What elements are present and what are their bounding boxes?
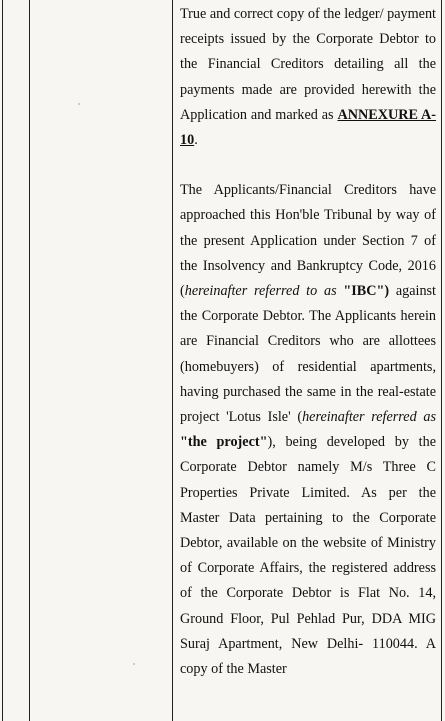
scan-speck <box>78 103 80 105</box>
italic-phrase: hereinafter referred to as <box>184 283 337 300</box>
document-text-column <box>180 2 436 682</box>
table-border-right <box>441 0 442 721</box>
bold-term: "the project" <box>180 434 268 451</box>
paragraph-text: ), being developed by the Corporate Debtor namely M/s Three C Properties Private Limited. As per the Master Data pertaining to the Corporate Debtor, available on the website of Ministry of Corporate Affairs, the registered address of the Corporate Debtor is Flat No. 14, Ground Floor, Pul Pehlad Pur, DDA MIG Suraj Apartment, New Delhi- 110044. A copy of the Master <box>180 434 436 678</box>
paragraph-ledger <box>180 2 436 153</box>
italic-phrase: hereinafter referred as <box>302 409 436 426</box>
bold-term: "IBC") <box>336 283 390 300</box>
paragraph-text: True and correct copy of the ledger/ payment receipts issued by the Corporate Debtor to the Financial Creditors detailing all the payments made are provided herewith the Application and marked as <box>180 6 436 123</box>
paragraph-text: The Applicants/Financial Creditors have approached this Hon'ble Tribunal by way of the present Application under Section 7 of the Insolvency and Bankruptcy Code, 2016 ( <box>180 182 436 300</box>
annexure-reference: ANNEXURE A-10 <box>180 106 437 149</box>
paragraph-gap <box>180 153 436 178</box>
paragraph-text: against the Corporate Debtor. The Applicants herein are Financial Creditors who are allottees (homebuyers) of residential apartments, having purchased the same in the real-estate project 'Lotus Isle' ( <box>180 283 436 426</box>
table-border-left <box>2 0 3 721</box>
paragraph-application <box>180 178 436 682</box>
paragraph-end: . <box>194 132 198 149</box>
table-border-serial <box>29 0 30 721</box>
scan-speck <box>133 663 135 665</box>
table-border-middle <box>172 0 173 721</box>
